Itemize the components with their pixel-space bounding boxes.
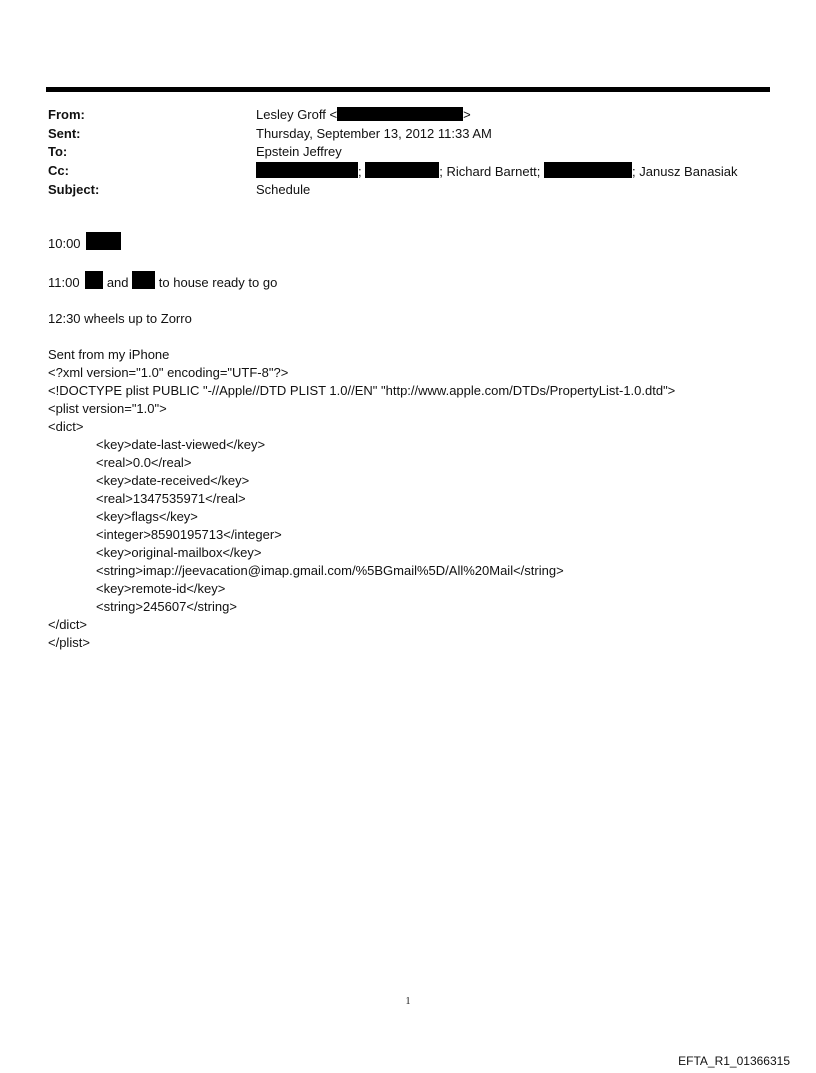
- dict-open: <dict>: [48, 419, 84, 434]
- plist-entry: <key>date-received</key>: [96, 473, 250, 488]
- from-value-end: >: [463, 107, 471, 122]
- plist-entry: <real>0.0</real>: [96, 455, 192, 470]
- plist-entry: <real>1347535971</real>: [96, 491, 246, 506]
- cc-separator: ; Richard Barnett;: [439, 163, 541, 179]
- subject-row: [48, 181, 772, 200]
- doctype-line: <!DOCTYPE plist PUBLIC "-//Apple//DTD PLIST 1.0//EN" "http://www.apple.com/DTDs/PropertyList-1.0.dtd">: [48, 383, 676, 398]
- plist-entry: <key>date-last-viewed</key>: [96, 437, 266, 452]
- from-row: [48, 106, 772, 125]
- plist-entry: <key>remote-id</key>: [96, 581, 226, 596]
- plist-entry: <string>imap://jeevacation@imap.gmail.com/%5BGmail%5D/All%20Mail</string>: [96, 563, 564, 578]
- plist-entry: <string>245607</string>: [96, 599, 237, 614]
- to-value: Epstein Jeffrey: [256, 144, 342, 159]
- cc-value: [256, 162, 738, 182]
- schedule-time: 11:00: [48, 275, 80, 290]
- plist-entry: <integer>8590195713</integer>: [96, 527, 282, 542]
- page-number: 1: [405, 996, 411, 1007]
- redaction-box: [256, 162, 358, 178]
- cc-label: Cc:: [48, 162, 69, 178]
- redaction-box: [365, 162, 439, 178]
- redaction-box: [132, 271, 155, 289]
- top-rule: [46, 87, 770, 92]
- from-value: [256, 106, 471, 125]
- cc-separator: ; Janusz Banasiak: [632, 163, 738, 179]
- cc-row: [48, 162, 772, 182]
- plist-entry: <key>original-mailbox</key>: [96, 545, 262, 560]
- sent-row: [48, 125, 772, 144]
- to-label: To:: [48, 144, 68, 159]
- plist-entry: <key>flags</key>: [96, 509, 198, 524]
- schedule-line: [48, 271, 772, 292]
- subject-label: Subject:: [48, 182, 100, 197]
- redaction-box: [85, 271, 103, 289]
- subject-value: Schedule: [256, 182, 311, 197]
- email-header: [48, 106, 772, 200]
- sent-label: Sent:: [48, 125, 81, 141]
- redaction-box: [337, 107, 463, 121]
- plist-open: <plist version="1.0">: [48, 401, 167, 416]
- redaction-box: [544, 162, 632, 178]
- document-id: EFTA_R1_01366315: [678, 1054, 790, 1068]
- plist-close: </plist>: [48, 635, 90, 650]
- cc-separator: ;: [358, 163, 362, 179]
- from-name: Lesley Groff <: [256, 107, 338, 122]
- xml-declaration: <?xml version="1.0" encoding="UTF-8"?>: [48, 365, 289, 380]
- from-label: From:: [48, 107, 85, 122]
- signature: Sent from my iPhone: [48, 347, 170, 362]
- schedule-time: 10:00: [48, 236, 81, 251]
- sent-value: Thursday, September 13, 2012 11:33 AM: [256, 125, 492, 141]
- email-body: [48, 232, 772, 652]
- redaction-box: [86, 232, 121, 250]
- schedule-text: to house ready to go: [158, 275, 278, 290]
- dict-close: </dict>: [48, 617, 88, 632]
- schedule-text: and: [106, 275, 129, 290]
- to-row: [48, 143, 772, 162]
- schedule-line: 12:30 wheels up to Zorro: [48, 311, 192, 326]
- schedule-line: [48, 232, 772, 253]
